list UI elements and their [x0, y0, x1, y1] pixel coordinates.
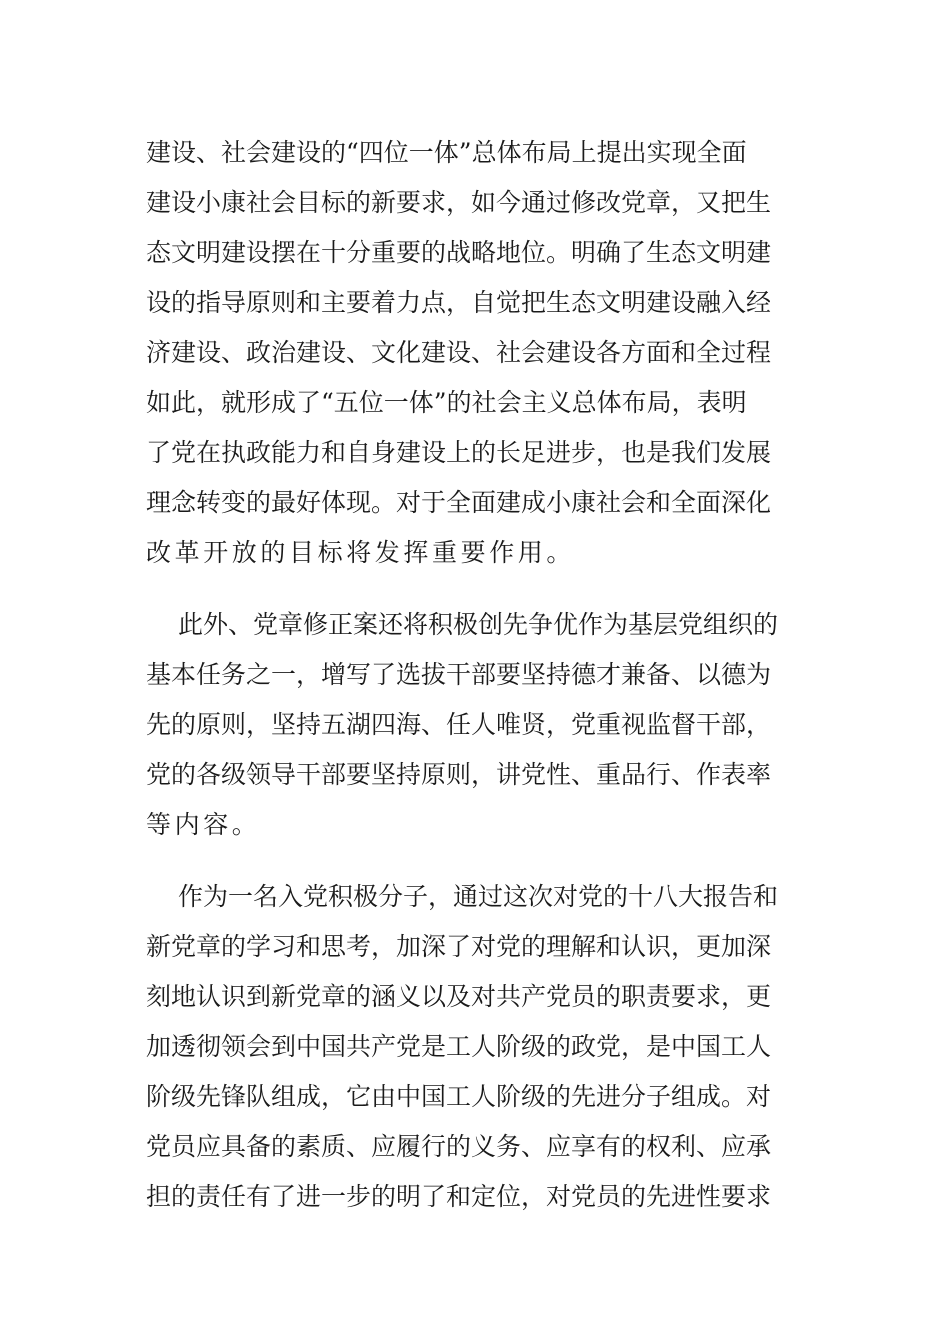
text-line: 态文明建设摆在十分重要的战略地位。明确了生态文明建	[146, 238, 772, 267]
text-line: 基本任务之一，增写了选拔干部要坚持德才兼备、以德为	[146, 660, 772, 689]
text-line: 刻地认识到新党章的涵义以及对共产党员的职责要求，更	[146, 982, 772, 1011]
text-line: 加透彻领会到中国共产党是工人阶级的政党，是中国工人	[146, 1032, 772, 1061]
text-line: 建设小康社会目标的新要求，如今通过修改党章，又把生	[146, 188, 772, 217]
text-line: 如此，就形成了“五位一体”的社会主义总体布局，表明	[146, 388, 747, 417]
text-line: 阶级先锋队组成，它由中国工人阶级的先进分子组成。对	[146, 1082, 772, 1111]
paragraph-first-line: 作为一名入党积极分子，通过这次对党的十八大报告和	[178, 882, 779, 911]
text-line: 担的责任有了进一步的明了和定位，对党员的先进性要求	[146, 1182, 772, 1211]
text-line: 党员应具备的素质、应履行的义务、应享有的权利、应承	[146, 1132, 772, 1161]
paragraph-first-line: 此外、党章修正案还将积极创先争优作为基层党组织的	[178, 610, 779, 639]
text-line: 等内容。	[146, 810, 261, 839]
text-line: 党的各级领导干部要坚持原则，讲党性、重品行、作表率	[146, 760, 772, 789]
text-line: 新党章的学习和思考，加深了对党的理解和认识，更加深	[146, 932, 772, 961]
text-line: 建设、社会建设的“四位一体”总体布局上提出实现全面	[146, 138, 747, 167]
text-line: 先的原则，坚持五湖四海、任人唯贤，党重视监督干部，	[146, 710, 772, 739]
text-line: 济建设、政治建设、文化建设、社会建设各方面和全过程	[146, 338, 772, 367]
text-line: 了党在执政能力和自身建设上的长足进步，也是我们发展	[146, 438, 772, 467]
text-line: 改革开放的目标将发挥重要作用。	[146, 538, 576, 567]
text-line: 理念转变的最好体现。对于全面建成小康社会和全面深化	[146, 488, 772, 517]
text-line: 设的指导原则和主要着力点，自觉把生态文明建设融入经	[146, 288, 772, 317]
